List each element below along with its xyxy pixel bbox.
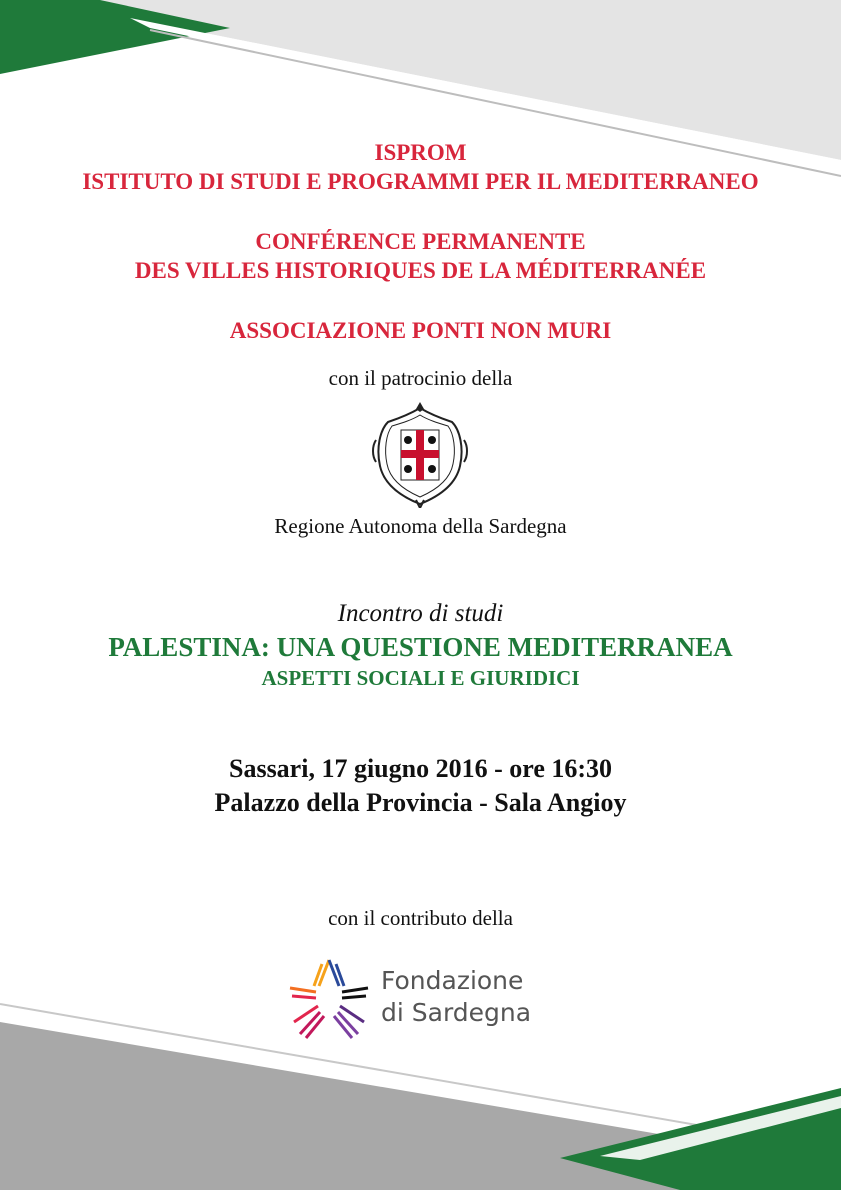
- event-venue: Palazzo della Provincia - Sala Angioy: [214, 788, 627, 817]
- org3-name: ASSOCIAZIONE PONTI NON MURI: [229, 318, 612, 343]
- event-title: PALESTINA: UNA QUESTIONE MEDITERRANEA: [108, 632, 733, 662]
- org2-line2: DES VILLES HISTORIQUES DE LA MÉDITERRANÉE: [134, 258, 707, 283]
- patronage-name: Regione Autonoma della Sardegna: [274, 514, 567, 538]
- event-subtitle: ASPETTI SOCIALI E GIURIDICI: [261, 666, 580, 690]
- sardinia-crest-icon: [370, 400, 470, 508]
- sponsor-name-line2: di Sardegna: [381, 998, 532, 1027]
- event-kind: Incontro di studi: [337, 600, 504, 627]
- sponsor-intro: con il contributo della: [328, 906, 513, 930]
- org1-acronym: ISPROM: [374, 140, 467, 165]
- patronage-intro: con il patrocinio della: [328, 366, 513, 390]
- event-date-time: Sassari, 17 giugno 2016 - ore 16:30: [228, 754, 613, 783]
- org2-line1: CONFÉRENCE PERMANENTE: [255, 229, 586, 254]
- org1-fullname: ISTITUTO DI STUDI E PROGRAMMI PER IL MEDITERRANEO: [82, 169, 759, 194]
- sponsor-name-line1: Fondazione: [381, 966, 524, 995]
- fondazione-star-icon: [286, 956, 372, 1042]
